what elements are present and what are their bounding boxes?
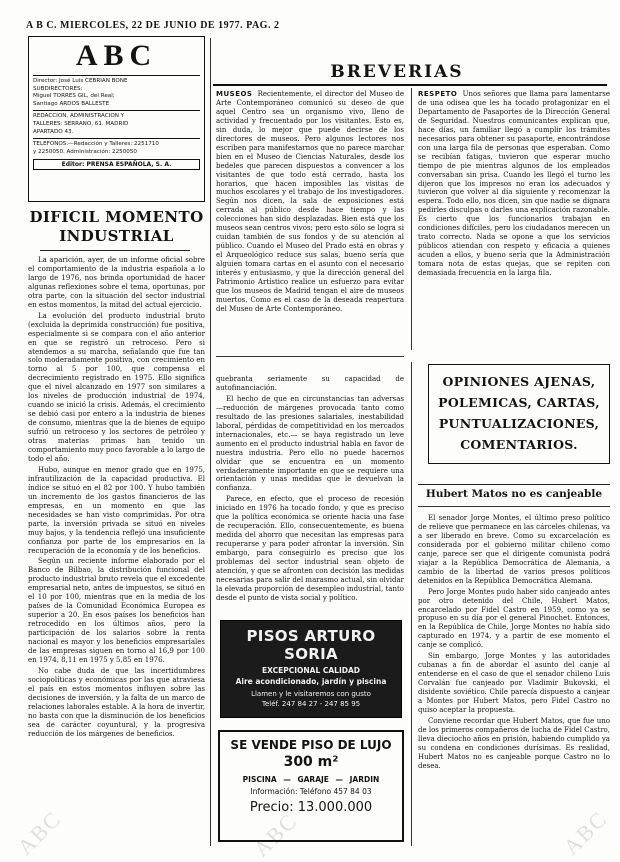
advert-phone: Información: Teléfono 457 84 03 — [250, 787, 372, 796]
advert-pisos-arturo-soria — [220, 620, 402, 718]
advert-size: 300 m² — [283, 754, 339, 770]
article-headline-hubert-matos: Hubert Matos no es canjeable — [425, 488, 603, 500]
advert-features: PISCINA — GARAJE — JARDIN — [242, 775, 380, 784]
brief-keyword: MUSEOS — [216, 90, 253, 98]
masthead-line: Santiago ARDOS BALLESTE — [33, 100, 110, 107]
column-rule — [411, 362, 412, 846]
opinion-line: POLEMICAS, CARTAS, — [438, 395, 600, 410]
paragraph: Según un reciente informe elaborado por el Banco de Bilbao, la distribución funcional del producto industrial bruto revela que el excedente empresarial neto, antes de impuestos, se situó en el 10 por 100, mientras que en la media de los países de la Comunidad Económica Europea es superior a 20. En esos países los beneficios han retrocedido en los últimos años, pero la participación de los salarios sobre la renta nacional es mayor y los beneficios empresariales de las empresas siguen en torno al 16,9 por 100 en 1974, 8,11 en 1975 y 5,85 en 1976. — [28, 557, 205, 664]
brief-text: Recientemente, el director del Museo de Arte Contemporáneo comunicó su deseo de que aquel Centro sea un organismo vivo, lleno de actividad y frecuentado por los visitantes. Esto es, sin duda, lo mejor que puede decirse de los directores de museos. Pero algunos lectores nos escriben para manifestarnos que no parece marchar bien en el Museo de Ciencias Naturales, desde los bedeles que parecen dispuestos a convencer a los visitantes de que todo está cerrado, hasta los horarios, que hacen imposibles las visitas de muchos escolares y el trabajo de los investigadores. Según nos dicen, la sala de exposiciones está cerrada al público desde hace tiempo y las colecciones han sido desplazadas. Bien está que los museos sean centros vivos; pero esto sólo se logra si cuidan también de sus fondos y de su atención al público. Cuando el Museo del Prado está en obras y el Arqueológico reduce sus salas, bueno sería que alguien tomara cartas en el asunto con el necesario interés y entusiasmo, y que la dirección general del Patrimonio Artístico realice un esfuerzo para evitar que los museos de Madrid tengan el aire de museos muertos. Como es el caso de la deseada reapertura del Museo de Arte Contemporáneo. — [216, 90, 404, 313]
section-header-breverias: BREVERIAS — [330, 62, 464, 82]
watermark-logo: ABC — [248, 807, 303, 862]
paragraph: La aparición, ayer, de un informe oficial sobre el comportamiento de la industria española a lo largo de 1976, nos brinda oportunidad de hacer algunas reflexiones sobre el tema, oportunas, por otra parte, con la situación del sector industrial en estos momentos, la mitad del actual ejercicio. — [28, 256, 205, 309]
advert-piso-de-lujo — [218, 730, 404, 842]
paragraph: Pero Jorge Montes pudo haber sido canjeado antes por otro detenido del Chile, Hubert Matos, encarcelado por Fidel Castro en 1959, como ya se propuso en su día por el general Pinochet. Entonces, en la República de Chile, Jorge Montes no había sido capturado en 1974, y a partir de ese momento el canje se complicó. — [418, 587, 610, 650]
masthead-line: REDACCION, ADMINISTRACION Y — [33, 113, 125, 120]
article-divider — [418, 484, 610, 485]
advert-line: EXCEPCIONAL CALIDAD — [261, 666, 361, 675]
lead-headline — [28, 208, 205, 246]
masthead-line: Miguel TORRES GIL, del Real; — [33, 93, 115, 100]
masthead-divider — [33, 75, 200, 76]
masthead-line: TALLERES: SERRANO, 61. MADRID — [33, 120, 129, 127]
advert-price: Precio: 13.000.000 — [249, 800, 373, 815]
running-head: A B C. MIERCOLES, 22 DE JUNIO DE 1977. PAG. 2 — [26, 20, 280, 31]
paragraph: El hecho de que en circunstancias tan adversas —reducción de márgenes provocada tanto como resultado de las presiones salariales, inestabilidad laboral, pérdidas de competitividad en los mercados internacionales, etc.— se haya registrado un leve aumento en el producto industrial habla en favor de nuestra industria. Pero ello no puede hacernos olvidar que se encuentra en un momento verdaderamente importante en que se requiere una orientación y unas medidas que le devuelvan la confianza. — [216, 394, 404, 493]
brief-text: Unos señores que llama para lamentarse de una odisea que les ha tocado protagonizar en el Departamento de Pasaportes de la Dirección General de Seguridad. Nuestros comunicantes explican que, hace días, un familiar llegó a cumplir los trámites necesarios para obtener su pasaporte, encontrándose con una larga fila de personas que esperaban. Como se recibían fatigas, tuvieron que esperar mucho tiempo de pie mientras algunos de los empleados conversaban sin prisa. Cuando les llegó el turno les dijeron que los impresos no eran los adecuados y tuvieron que volver al día siguiente y recomenzar la espera. Todo ello, nos dicen, sin que nadie se dignara pedirles disculpas o darles una explicación razonable. Es cierto que los funcionarios trabajan en condiciones difíciles, pero los ciudadanos merecen un trato correcto. Nada se opone a que los servicios públicos atiendan con respeto y eficacia a quienes acuden a ellos, y bueno sería que la Administración tomara nota de estas quejas, que se repiten con demasiada frecuencia en la larga fila. — [418, 90, 610, 278]
watermark-logo: ABC — [558, 805, 613, 860]
advert-line: Llamen y le visitaremos con gusto — [251, 690, 371, 698]
lead-article-continuation — [216, 375, 404, 602]
masthead-divider — [33, 138, 200, 139]
opinion-line: COMENTARIOS. — [460, 437, 578, 452]
paragraph: quebranta seriamente su capacidad de autofinanciación. — [216, 375, 404, 392]
opinion-line: OPINIONES AJENAS, — [442, 374, 596, 389]
section-rule — [213, 84, 607, 86]
paragraph: Sin embargo, Jorge Montes y las autoridades cubanas a fin de abordar el asunto del canje al entenderse en el caso de que el senador chileno Luis Corvalán fue canjeado por Vladimir Bukovski, el disidente soviético. Chile parecía dispuesto a canjear a Montes por Hubert Matos, pero Fidel Castro no quiso aceptar la propuesta. — [418, 652, 610, 715]
masthead-editor: Editor: PRENSA ESPAÑOLA, S. A. — [33, 159, 200, 170]
column-rule — [411, 88, 412, 350]
watermark-logo: ABC — [12, 805, 67, 860]
advert-line: Aire acondicionado, jardín y piscina — [235, 677, 387, 686]
paragraph: No cabe duda de que las incertidumbres sociopolíticas y económicas por las que atraviesa el país en estos momentos influyen sobre las decisiones de inversión, y la falta de un marco de relaciones laborales estable. A la hora de invertir, no basta con que la disminución de los beneficios sea de carácter coyuntural, y la progresiva reducción de los márgenes de beneficios. — [28, 666, 205, 738]
brief-museos — [216, 90, 404, 350]
masthead-line: SUBDIRECTORES: — [33, 85, 83, 92]
lead-headline-line: DIFICIL MOMENTO — [29, 208, 204, 226]
paragraph: Conviene recordar que Hubert Matos, que fue uno de los primeros compañeros de lucha de Fidel Castro, lleva dieciocho años en prisión, habiendo cumplido ya su condena en condiciones durísimas. Es realidad, Hubert Matos no es canjeable porque Castro no lo desea. — [418, 716, 610, 770]
article-divider — [418, 506, 610, 507]
advert-phone: Teléf. 247 84 27 - 247 85 95 — [261, 700, 361, 708]
paragraph: Hubo, aunque en menor grado que en 1975, infrautilización de la capacidad productiva. El índice se situó en el 82 por 100. Y hubo también un incremento de los gastos financieros de las empresas, en un momento en que las necesidades se han visto comprimidas. Por otra parte, la inversión privada se situó en niveles muy bajos, y la tendencia reflejó una insuficiente confianza por parte de los empresarios en la recuperación de la economía y de los beneficios. — [28, 465, 205, 555]
lead-article-body — [28, 256, 205, 846]
masthead-box — [28, 36, 205, 202]
masthead-line: Director: José Luis CEBRIAN BONE — [33, 78, 128, 84]
section-divider — [216, 356, 404, 357]
opinion-box — [428, 364, 610, 464]
masthead-line: TELEFONOS.—Redacción y Talleres: 2251710 — [33, 141, 159, 148]
advert-title: SE VENDE PISO DE LUJO — [230, 738, 392, 752]
article-body-hubert-matos — [418, 514, 610, 846]
column-rule — [210, 38, 211, 846]
lead-divider — [40, 250, 190, 251]
opinion-line: PUNTUALIZACIONES, — [438, 416, 600, 431]
masthead-logo: ABC — [75, 39, 158, 72]
brief-respeto — [418, 90, 610, 350]
paragraph: Parece, en efecto, que el proceso de recesión iniciado en 1976 ha tocado fondo, y que es preciso que la política económica se oriente hacia una fase de recuperación. Ello, consecuentemente, es buena medida del ahorro que necesitan las empresas para recuperarse y para poder afrontar la inversión. Sin embargo, para conseguirlo es preciso que los problemas del sector industrial sean objeto de atención, y que se afronten con decisión las medidas necesarias para salir del marasmo actual, sin olvidar la elevada proporción de desempleo industrial, tanto desde el punto de vista social y político. — [216, 495, 404, 602]
paragraph: El senador Jorge Montes, el último preso político de relieve que permanece en las cárceles chilenas, va a ser liberado en breve. Como su excarcelación es considerada por el gobierno militar chileno como canje, parece ser que el dirigente comunista podrá viajar a la República Democrática de Alemania, a cambio de la libertad de varios presos políticos detenidos en la República Democrática Alemana. — [418, 514, 610, 585]
advert-title: PISOS ARTURO SORIA — [246, 627, 376, 663]
masthead-line: y 2250050. Administración: 2250050 — [33, 148, 137, 155]
paragraph: La evolución del producto industrial bruto (excluida la deprimida construcción) fue positiva, especialmente si se compara con el año anterior en que se registró un retroceso. Pero si atendemos a su marcha, señalando que fue tan solo moderadamente positiva, con crecimiento en torno al 5 por 100, que compensa el decrecimiento registrado en 1975. Ello significa que el nivel alcanzado en 1977 son similares a los niveles de producción industrial de 1974, cuando se inició la crisis. Además, el crecimiento se debió casi por entero a la industria de bienes de consumo, mientras que la de bienes de equipo sufrió un retroceso y los sectores de petróleo y otras materias primas han tenido un comportamiento muy poco favorable a lo largo de todo el año. — [28, 311, 205, 463]
lead-headline-line: INDUSTRIAL — [59, 227, 174, 245]
masthead-line: APARTADO 43. — [33, 128, 74, 135]
masthead-divider — [33, 110, 200, 111]
brief-keyword: RESPETO — [418, 90, 458, 98]
